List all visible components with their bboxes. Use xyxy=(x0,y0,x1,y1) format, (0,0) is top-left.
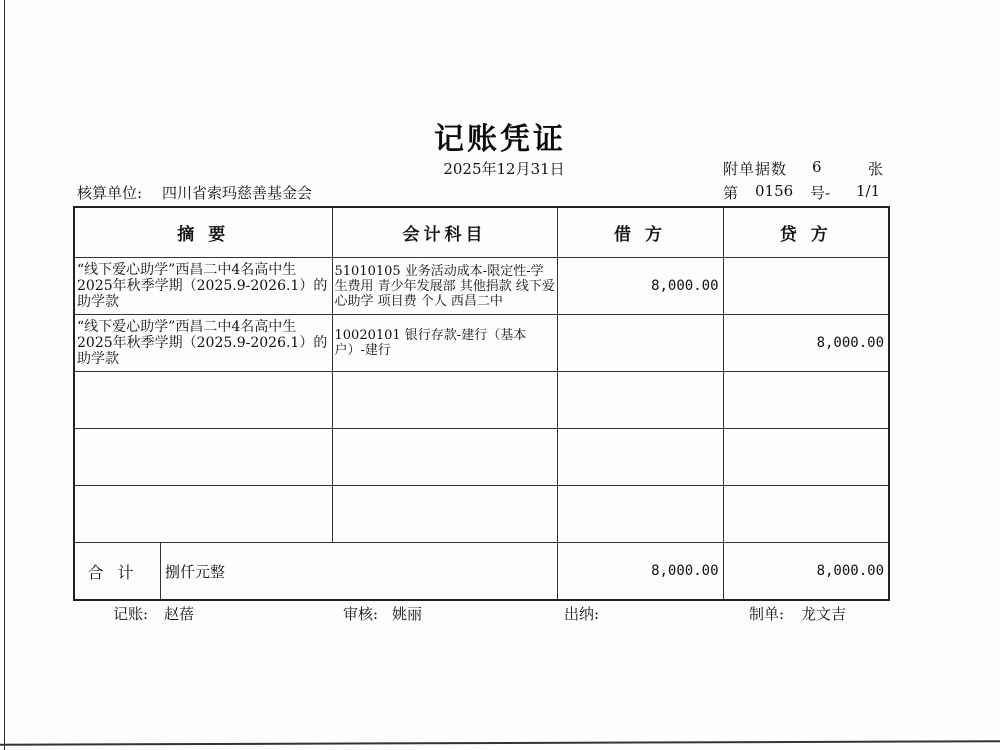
unit-label: 核算单位: xyxy=(77,184,143,202)
header-credit: 贷 方 xyxy=(723,207,889,258)
empty-cell xyxy=(723,486,889,543)
attachments-count: 6 xyxy=(812,158,822,176)
voucher-number-prefix: 第 xyxy=(723,184,739,202)
total-inner xyxy=(75,543,557,599)
empty-cell xyxy=(332,486,557,543)
bookkeeper-label: 记账: xyxy=(113,605,149,623)
preparer-name: 龙文吉 xyxy=(801,605,847,623)
preparer-label: 制单: xyxy=(749,605,785,623)
attachments-unit: 张 xyxy=(868,160,884,178)
voucher-table xyxy=(73,206,890,601)
voucher-number-suffix: 号- xyxy=(810,184,831,202)
attachments-label: 附单据数 xyxy=(723,160,788,178)
empty-cell xyxy=(557,372,723,429)
empty-cell xyxy=(74,486,332,543)
total-credit: 8,000.00 xyxy=(723,543,889,601)
entry-account: 10020101 银行存款-建行（基本户）-建行 xyxy=(332,315,557,372)
empty-cell xyxy=(74,429,332,486)
total-row xyxy=(74,543,889,601)
empty-cell xyxy=(723,429,889,486)
empty-row xyxy=(74,372,889,429)
voucher-title: 记账凭证 xyxy=(434,122,566,157)
empty-cell xyxy=(557,429,723,486)
total-label: 合计 xyxy=(75,543,161,599)
total-amount-words: 捌仟元整 xyxy=(165,562,226,581)
unit-name: 四川省索玛慈善基金会 xyxy=(162,184,313,202)
empty-cell xyxy=(332,372,557,429)
empty-cell xyxy=(332,429,557,486)
entry-credit: 8,000.00 xyxy=(723,315,889,372)
voucher-number: 0156 xyxy=(755,182,794,200)
header-summary: 摘 要 xyxy=(74,207,332,258)
cashier-label: 出纳: xyxy=(564,605,600,623)
voucher-date: 2025年12月31日 xyxy=(443,160,565,178)
empty-cell xyxy=(723,372,889,429)
entry-debit: 8,000.00 xyxy=(557,258,723,315)
table-row xyxy=(74,315,889,372)
header-account: 会计科目 xyxy=(332,207,557,258)
entry-summary: “线下爱心助学”西昌二中4名高中生2025年秋季学期（2025.9-2026.1）的助学款 xyxy=(74,315,332,372)
empty-cell xyxy=(557,486,723,543)
empty-row xyxy=(74,429,889,486)
empty-row xyxy=(74,486,889,543)
total-cell xyxy=(74,543,557,601)
total-debit: 8,000.00 xyxy=(557,543,723,601)
bookkeeper-name: 赵蓓 xyxy=(164,605,195,623)
header-debit: 借 方 xyxy=(557,207,723,258)
scan-edge-bottom xyxy=(0,740,1000,745)
entry-credit xyxy=(723,258,889,315)
reviewer-name: 姚丽 xyxy=(392,605,423,623)
reviewer-label: 审核: xyxy=(343,605,379,623)
empty-cell xyxy=(74,372,332,429)
voucher-page: 1/1 xyxy=(856,182,881,200)
entry-account: 51010105 业务活动成本-限定性-学生费用 青少年发展部 其他捐款 线下爱心助学 项目费 个人 西昌二中 xyxy=(332,258,557,315)
entry-summary: “线下爱心助学”西昌二中4名高中生2025年秋季学期（2025.9-2026.1）的助学款 xyxy=(74,258,332,315)
scan-edge-left xyxy=(4,0,5,750)
table-row xyxy=(74,258,889,315)
table-header-row xyxy=(74,207,889,258)
entry-debit xyxy=(557,315,723,372)
